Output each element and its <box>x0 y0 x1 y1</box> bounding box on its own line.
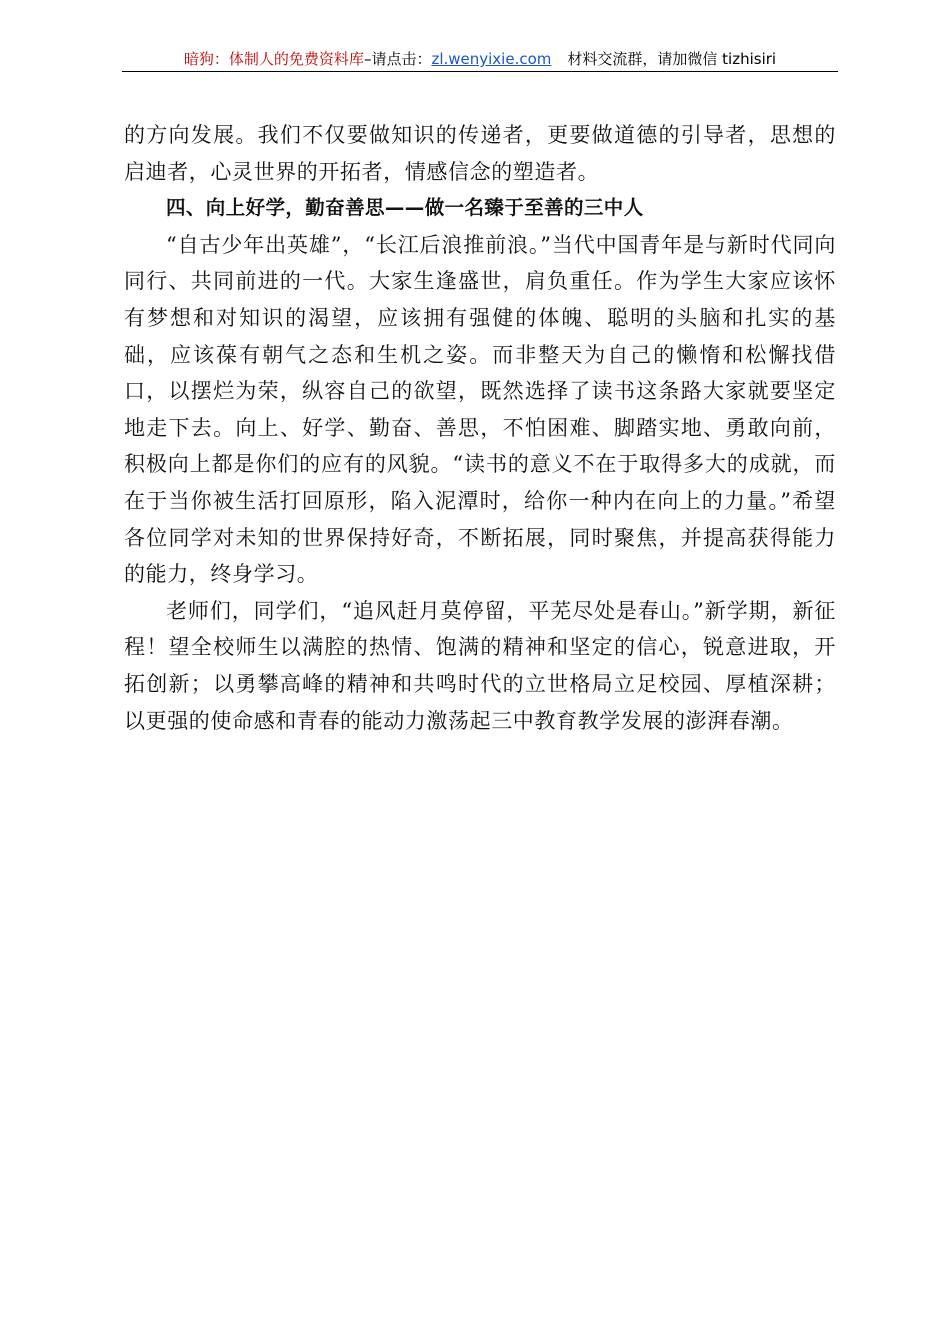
header-brand: 暗狗：体制人的免费资料库 <box>183 50 364 68</box>
paragraph-study: “自古少年出英雄”，“长江后浪推前浪。”当代中国青年是与新时代同向同行、共同前进的一代。大家生逢盛世，肩负重任。作为学生大家应该怀有梦想和对知识的渴望，应该拥有强健的体魄、聪明的头脑和扎实的基础，应该葆有朝气之态和生机之姿。而非整天为自己的懒惰和松懈找借口，以摆烂为荣，纵容自己的欲望，既然选择了读书这条路大家就要坚定地走下去。向上、好学、勤奋、善思，不怕困难、脚踏实地、勇敢向前，积极向上都是你们的应有的风貌。“读书的意义不在于取得多大的成就，而在于当你被生活打回原形，陷入泥潭时，给你一种内在向上的力量。”希望各位同学对未知的世界保持好奇，不断拓展，同时聚焦，并提高获得能力的能力，终身学习。 <box>124 232 836 587</box>
header-contact: 材料交流群，请加微信 tizhisiri <box>567 50 777 68</box>
paragraph-continuation: 的方向发展。我们不仅要做知识的传递者，更要做道德的引导者，思想的启迪者，心灵世界的开拓者，情感信念的塑造者。 <box>124 123 836 184</box>
page-header <box>122 48 838 70</box>
paragraph-closing: 老师们，同学们，“追风赶月莫停留，平芜尽处是春山。”新学期，新征程！望全校师生以满腔的热情、饱满的精神和坚定的信心，锐意进取，开拓创新；以勇攀高峰的精神和共鸣时代的立世格局立足校园、厚植深耕；以更强的使命感和青春的能动力激荡起三中教育教学发展的澎湃春潮。 <box>124 598 836 733</box>
header-prompt: –请点击： <box>363 50 432 68</box>
section-heading-4: 四、向上好学，勤奋善思——做一名臻于至善的三中人 <box>166 196 644 220</box>
header-link[interactable]: zl.wenyixie.com <box>431 50 552 68</box>
document-body <box>124 117 836 739</box>
header-divider <box>122 71 838 72</box>
